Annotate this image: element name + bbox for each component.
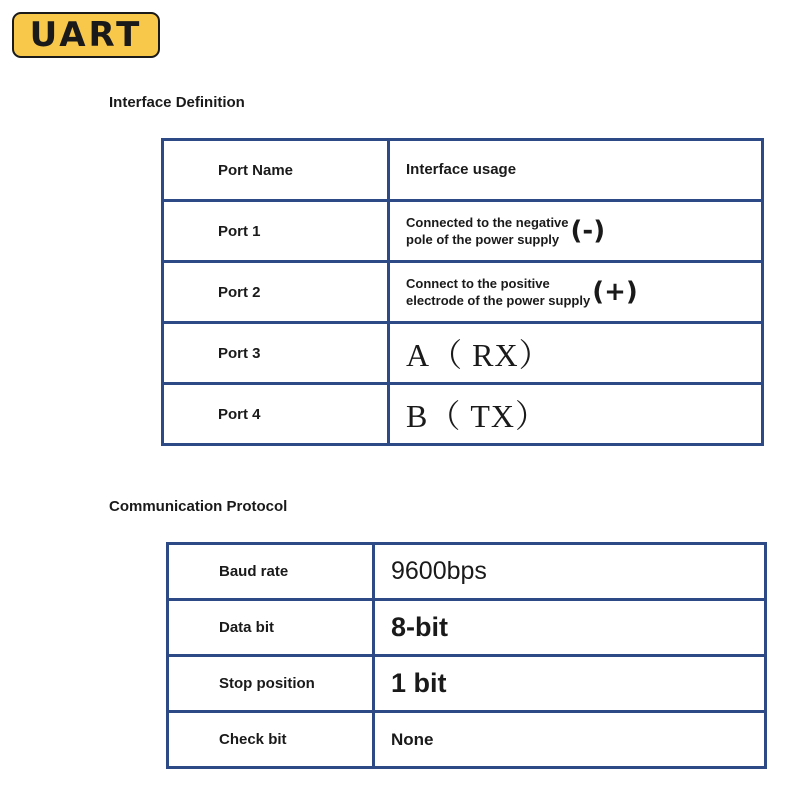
usage-cell: B（ TX）	[389, 384, 763, 445]
table-row	[163, 262, 763, 323]
table-row	[163, 201, 763, 262]
port-name-cell: Port 1	[163, 201, 389, 262]
table-header-row	[163, 140, 763, 201]
protocol-value-cell: 8-bit	[374, 600, 766, 656]
table-row	[168, 600, 766, 656]
table-row	[168, 656, 766, 712]
polarity-sign: (-)	[570, 216, 606, 246]
protocol-value-cell: 1 bit	[374, 656, 766, 712]
usage-cell: A（ RX）	[389, 323, 763, 384]
table-row	[163, 384, 763, 445]
usage-cell	[389, 262, 763, 323]
interface-definition-title: Interface Definition	[109, 94, 245, 111]
header-interface-usage: Interface usage	[389, 140, 763, 201]
header-port-name: Port Name	[163, 140, 389, 201]
protocol-label-cell: Stop position	[168, 656, 374, 712]
uart-badge: UART	[12, 12, 160, 58]
protocol-value-cell: None	[374, 712, 766, 768]
table-row	[168, 544, 766, 600]
polarity-sign: (+)	[592, 277, 638, 307]
protocol-label-cell: Baud rate	[168, 544, 374, 600]
communication-protocol-title: Communication Protocol	[109, 498, 288, 515]
port-name-cell: Port 2	[163, 262, 389, 323]
communication-protocol-table	[166, 542, 767, 769]
protocol-value-cell: 9600bps	[374, 544, 766, 600]
table-row	[163, 323, 763, 384]
usage-text: Connect to the positive electrode of the power supply	[406, 276, 591, 308]
port-name-cell: Port 4	[163, 384, 389, 445]
usage-text: Connected to the negative pole of the power supply	[406, 215, 569, 247]
protocol-label-cell: Data bit	[168, 600, 374, 656]
table-row	[168, 712, 766, 768]
interface-definition-table	[161, 138, 764, 446]
protocol-label-cell: Check bit	[168, 712, 374, 768]
port-name-cell: Port 3	[163, 323, 389, 384]
usage-cell	[389, 201, 763, 262]
